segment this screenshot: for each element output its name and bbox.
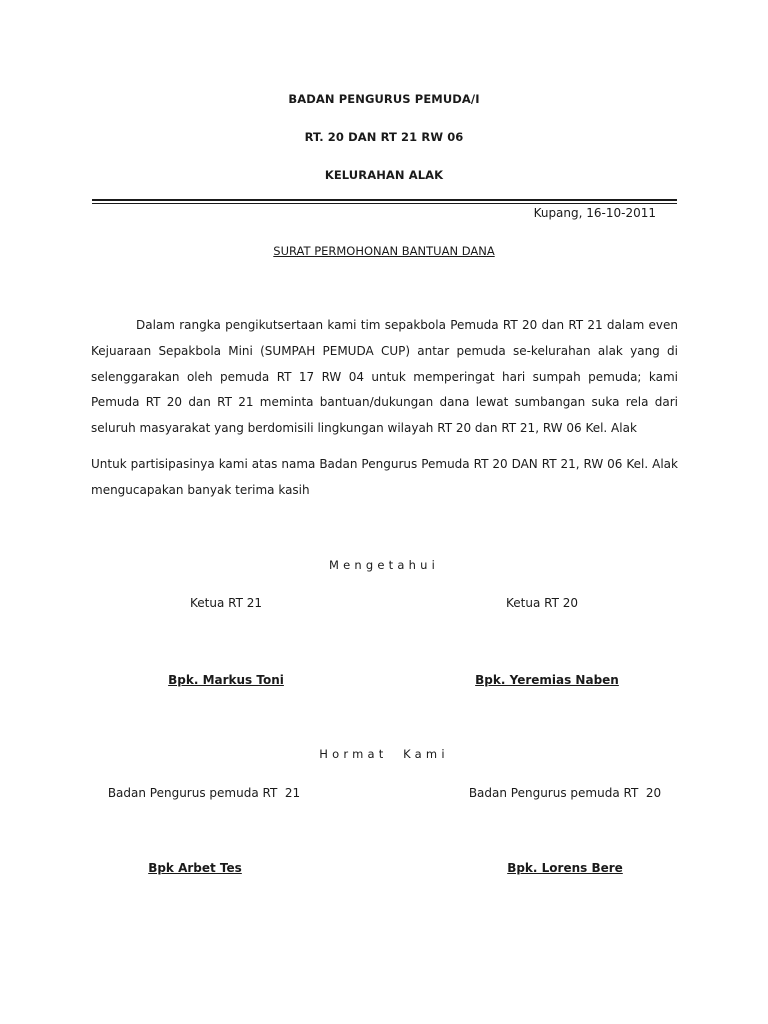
ketua-rt21-title: Ketua RT 21 — [189, 596, 262, 610]
pengurus-rt20-signatory: Bpk. Lorens Bere — [507, 861, 623, 875]
org-kelurahan: KELURAHAN ALAK — [324, 168, 444, 182]
ketua-rt20-title: Ketua RT 20 — [505, 596, 578, 610]
letter-title: SURAT PERMOHONAN BANTUAN DANA — [273, 244, 495, 258]
letterhead-divider-thin — [92, 203, 677, 204]
letterhead-divider-thick — [92, 199, 677, 201]
org-name: BADAN PENGURUS PEMUDA/I — [288, 92, 480, 106]
pengurus-rt20-title: Badan Pengurus pemuda RT 20 — [468, 786, 662, 800]
org-rt-rw: RT. 20 DAN RT 21 RW 06 — [304, 130, 464, 144]
letter-date: Kupang, 16-10-2011 — [533, 206, 656, 220]
ketua-rt20-signatory: Bpk. Yeremias Naben — [475, 673, 619, 687]
pengurus-rt21-signatory: Bpk Arbet Tes — [148, 861, 242, 875]
body-paragraph-1: Dalam rangka pengikutsertaan kami tim sepakbola Pemuda RT 20 dan RT 21 dalam even Kejuaraan Sepakbola Mini (SUMPAH PEMUDA CUP) antar pemuda se-kelurahan alak yang di selenggarakan oleh pemuda RT 17 RW 04 untuk memperingat hari sumpah pemuda; kami Pemuda RT 20 dan RT 21 meminta bantuan/dukungan dana lewat sumbangan suka rela dari seluruh masyarakat yang berdomisili lingkungan wilayah RT 20 dan RT 21, RW 06 Kel. Alak — [91, 318, 678, 436]
mengetahui-heading: Mengetahui — [329, 558, 439, 572]
hormat-kami-heading: Hormat Kami — [319, 747, 449, 761]
body-paragraph-2: Untuk partisipasinya kami atas nama Badan Pengurus Pemuda RT 20 DAN RT 21, RW 06 Kel. Alak mengucapakan banyak terima kasih — [91, 457, 678, 497]
ketua-rt21-signatory: Bpk. Markus Toni — [168, 673, 284, 687]
pengurus-rt21-title: Badan Pengurus pemuda RT 21 — [107, 786, 301, 800]
